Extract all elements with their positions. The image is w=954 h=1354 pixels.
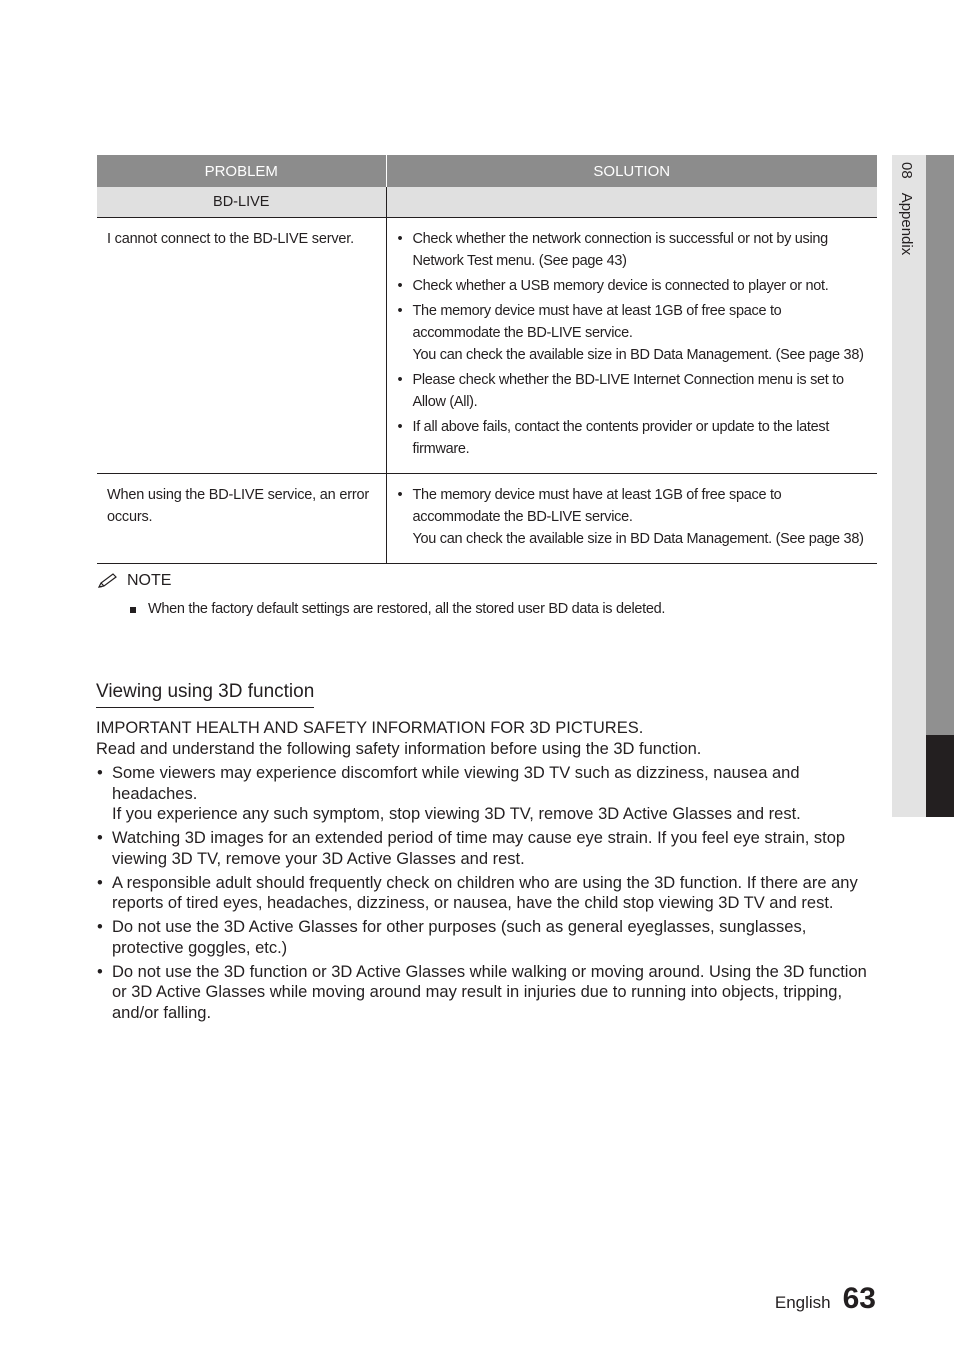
- solution-list: [397, 228, 872, 460]
- problem-column-header: PROBLEM: [97, 155, 386, 187]
- problem-cell: When using the BD-LIVE service, an error occurs.: [97, 474, 386, 564]
- table-row: [97, 218, 877, 474]
- solution-list: [397, 484, 872, 550]
- solution-item: • The memory device must have at least 1GB of free space to accommodate the BD-LIVE service. You can check the available size in BD Data Management. (See page 38): [397, 300, 872, 366]
- intro-text: Read and understand the following safety information before using the 3D function.: [96, 739, 702, 758]
- safety-list: [96, 763, 878, 1023]
- solution-column-header: SOLUTION: [386, 155, 877, 187]
- solution-cell: [386, 218, 877, 474]
- table-section-row: [97, 187, 877, 218]
- chapter-label: [898, 162, 915, 255]
- list-item: • Do not use the 3D function or 3D Active Glasses while walking or moving around. Using the 3D function or 3D Active Glasses while moving around may result in injuries due to running into objects, tripping, and/or falling.: [96, 962, 878, 1024]
- chapter-number: 08: [898, 162, 915, 179]
- solution-item: • Please check whether the BD-LIVE Internet Connection menu is set to Allow (All).: [397, 369, 872, 413]
- solution-item: • Check whether a USB memory device is connected to player or not.: [397, 275, 872, 297]
- square-bullet-icon: [130, 607, 136, 613]
- solution-cell: [386, 474, 877, 564]
- list-item: • Watching 3D images for an extended period of time may cause eye strain. If you feel eye strain, stop viewing 3D TV, remove your 3D Active Glasses and rest.: [96, 828, 878, 869]
- table-row: [97, 474, 877, 564]
- intro-heading: IMPORTANT HEALTH AND SAFETY INFORMATION FOR 3D PICTURES.: [96, 719, 644, 737]
- side-tab-marker: [926, 735, 954, 817]
- troubleshooting-table: [97, 155, 877, 564]
- footer-language: English: [774, 1293, 831, 1312]
- section-body: [96, 718, 878, 1027]
- table-header-row: [97, 155, 877, 187]
- solution-item: • Check whether the network connection is successful or not by using Network Test menu. (See page 43): [397, 228, 872, 272]
- solution-item: • If all above fails, contact the contents provider or update to the latest firmware.: [397, 416, 872, 460]
- solution-item: • The memory device must have at least 1GB of free space to accommodate the BD-LIVE service. You can check the available size in BD Data Management. (See page 38): [397, 484, 872, 550]
- list-item: • Some viewers may experience discomfort while viewing 3D TV such as dizziness, nausea and headaches. If you experience any such symptom, stop viewing 3D TV, remove 3D Active Glasses and rest.: [96, 763, 878, 825]
- note-heading: [97, 572, 171, 590]
- note-item: [130, 601, 665, 617]
- chapter-title: Appendix: [898, 192, 915, 256]
- note-title: NOTE: [127, 572, 172, 589]
- section-title: Viewing using 3D function: [96, 681, 314, 708]
- page-footer: [775, 1282, 876, 1316]
- pencil-icon: [97, 572, 119, 590]
- list-item: • Do not use the 3D Active Glasses for other purposes (such as general eyeglasses, sunglasses, protective goggles, etc.): [96, 917, 878, 958]
- list-item: • A responsible adult should frequently check on children who are using the 3D function. If there are any reports of tired eyes, headaches, dizziness, or nausea, have the child stop viewing 3D TV and rest.: [96, 873, 878, 914]
- note-text: When the factory default settings are restored, all the stored user BD data is deleted.: [148, 601, 666, 617]
- problem-cell: I cannot connect to the BD-LIVE server.: [97, 218, 386, 474]
- table-section-label: BD-LIVE: [97, 187, 386, 218]
- side-tab-stripe: [926, 155, 954, 735]
- table-section-empty: [386, 187, 877, 218]
- page-number: 63: [842, 1282, 876, 1315]
